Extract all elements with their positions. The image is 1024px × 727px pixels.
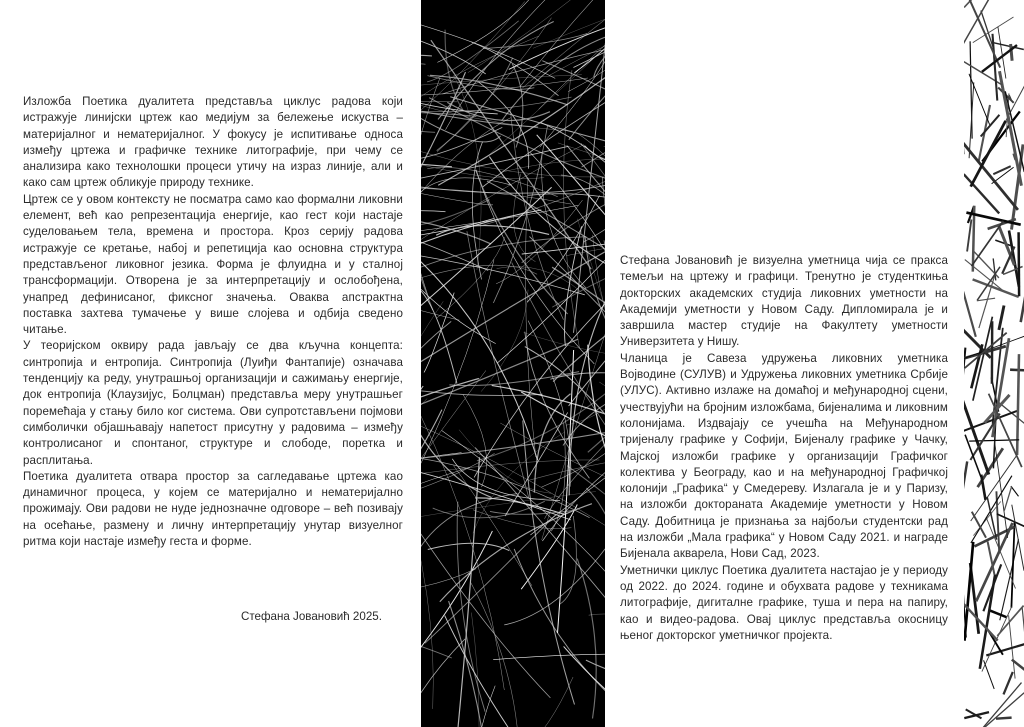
drawn-line <box>563 375 605 445</box>
edge-drawn-line <box>995 240 1010 245</box>
right-paragraph-3: Уметнички циклус Поетика дуалитета настајао је у периоду од 2022. до 2024. године и обухвата радове у техникама литографије, дигиталне графике, туша и пера на папиру, као и видео-радова. Овај циклус представља окосницу њеног докторског уметничког пројекта. <box>620 563 948 642</box>
drawn-line <box>525 178 535 457</box>
edge-drawn-line <box>964 600 998 640</box>
drawn-line <box>511 111 564 320</box>
drawn-line <box>604 145 605 152</box>
drawn-line <box>421 37 486 74</box>
edge-drawn-line <box>1011 522 1014 608</box>
drawn-line <box>584 153 605 242</box>
edge-drawn-line <box>973 279 1019 297</box>
drawn-line <box>523 421 575 705</box>
drawn-line <box>475 448 605 639</box>
drawn-line <box>424 293 454 373</box>
drawn-line <box>421 474 433 709</box>
drawn-line <box>450 97 605 169</box>
edge-drawn-line <box>1019 232 1020 296</box>
signature: Стефана Јовановић 2025. <box>241 610 382 623</box>
drawn-line <box>567 466 605 588</box>
edge-drawn-line <box>999 306 1004 330</box>
edge-drawn-line <box>998 27 1006 79</box>
drawn-line <box>564 646 605 727</box>
drawn-line <box>421 54 432 77</box>
drawn-line <box>428 543 510 550</box>
edge-drawn-line <box>964 348 965 394</box>
left-paragraph-3: У теоријском оквиру рада јављају се два кључна концепта: синтропија и ентропија. Синтропија (Луиђи Фантапије) означава тенденцију ка реду, унутрашњој организацији и сажимању енергије, док ентропија (Клаузијус, Болцман) представља меру унутрашњег поремећаја у стању било ког система. Ови супротстављени појмови симболички објашњавају напетост присутну у радовима – између контролисаног и спонтаног, структуре и слободе, поретка и расплитања. <box>23 339 403 467</box>
left-column-text <box>23 94 403 550</box>
edge-drawn-line <box>965 542 974 641</box>
drawn-line <box>442 431 605 589</box>
edge-drawn-line <box>1004 672 1013 695</box>
drawn-line <box>421 188 571 204</box>
drawn-line <box>449 372 579 386</box>
drawn-line <box>421 237 586 274</box>
drawn-line <box>421 492 596 520</box>
line-drawing-artwork <box>421 0 605 727</box>
edge-drawn-line <box>981 683 1021 727</box>
drawn-line <box>449 601 493 727</box>
edge-drawn-line <box>967 220 971 252</box>
edge-drawn-line <box>964 461 967 500</box>
drawn-line <box>421 494 517 560</box>
drawn-line <box>446 0 577 130</box>
edge-drawn-line <box>993 166 1010 174</box>
drawn-line <box>589 614 605 641</box>
edge-drawn-line <box>1011 486 1019 496</box>
right-column-text <box>620 253 948 644</box>
line-drawing-svg <box>421 0 605 727</box>
edge-drawn-line <box>964 0 993 8</box>
edge-drawn-line <box>1011 44 1013 61</box>
left-paragraph-1: Изложба Поетика дуалитета представља циклус радова који истражује линијски цртеж као медијум за бележење искуства – материјалног и нематеријалног. У фокусу је испитивање односа између цртежа и графичке технике литографије, при чему се анализира како технолошки процеси утичу на израз линије, али и како сам цртеж обликује природу технике. <box>23 95 403 190</box>
drawn-line <box>422 460 600 473</box>
drawn-line <box>485 0 605 158</box>
drawn-line <box>569 279 605 495</box>
drawn-line <box>545 435 606 519</box>
drawn-line <box>421 386 423 551</box>
left-paragraph-2: Цртеж се у овом контексту не посматра само као формални ликовни елемент, већ као репрезентација енергије, као гест који настаје суделовањем тела, времена и простора. Кроз серију радова истражује се кретање, набој и репетиција као основна структура представљеног ликовног језика. Форма је флуидна и у сталној трансформацији. Отворена је за интерпретацију и ослобођена, унапред дефинисаног, фиксног значења. Оваква апстрактна поставка захтева тумачење у више слојева и одбија сведено читање. <box>23 192 403 337</box>
drawn-line <box>493 654 605 660</box>
drawn-line <box>421 118 511 247</box>
drawn-line <box>445 616 596 727</box>
drawn-line <box>421 569 476 595</box>
drawn-line <box>525 332 590 479</box>
right-paragraph-1: Стефана Јовановић је визуелна уметница чија се пракса темељи на цртежу и графици. Тренутно је студенткиња докторских академских студија ликовних уметности на Академији уметности у Новом Саду. Дипломирала је и завршила мастер студије на Факултету уметности Универзитета у Нишу. <box>620 254 948 349</box>
edge-drawn-line <box>1010 370 1024 371</box>
drawn-line <box>437 0 535 62</box>
edge-drawn-line <box>996 718 1012 719</box>
line-drawing-edge-artwork <box>964 0 1024 727</box>
drawn-line <box>504 545 605 625</box>
drawn-line <box>586 660 605 682</box>
drawn-line <box>421 321 451 422</box>
edge-drawing-svg <box>964 0 1024 727</box>
drawn-line <box>577 559 596 719</box>
edge-drawn-line <box>992 42 1024 49</box>
left-paragraph-4: Поетика дуалитета отвара простор за сагледавање цртежа као динамичног процеса, у којем се материјално и нематеријално прожимају. Ови радови не нуде једнозначне одговоре – већ позивају на осећање, размену и личну интерпретацију унутар визуелног ритма који настаје између геста и форме. <box>23 469 403 549</box>
edge-drawn-line <box>964 712 989 718</box>
drawn-line <box>421 531 492 727</box>
edge-drawn-line <box>984 660 995 689</box>
right-paragraph-2: Чланица је Савеза удружења ликовних уметника Војводине (СУЛУВ) и Удружења ликовних уметника Србије (УЛУС). Активно излаже на домаћој и међународној сцени, учествујући на бројним изложбама, бијеналима и ликовним колонијама. Издвајају се учешћа на Међународном тријеналу графике у Софији, Бијеналу графике у Чачку, Мајској изложби графике у организацији Графичког колектива у Београду, као и на међународној Графичкој колонији „Графика“ у Смедереву. Излагала је и у Паризу, на изложби доктораната Академије уметности у Новом Саду. Добитница је признања за најбољи студентски рад на изложби „Мала графика“ у Новом Саду 2021. и награде Бијенала акварела, Нови Сад, 2023. <box>620 351 948 561</box>
edge-drawn-line <box>995 441 1008 538</box>
edge-drawn-line <box>977 298 995 301</box>
drawn-line <box>521 505 577 590</box>
drawn-line <box>558 350 574 633</box>
drawn-line <box>586 488 605 593</box>
edge-drawn-line <box>965 260 1004 292</box>
edge-drawn-line <box>1000 539 1019 620</box>
edge-drawn-line <box>984 693 1024 727</box>
drawn-line <box>525 677 573 727</box>
edge-drawn-line <box>981 115 1000 137</box>
drawn-line <box>537 135 605 292</box>
edge-drawn-line <box>1004 487 1011 511</box>
drawn-line <box>576 133 605 233</box>
drawn-line <box>421 430 605 463</box>
drawn-line <box>421 446 571 520</box>
drawn-line <box>539 0 605 109</box>
drawn-line <box>473 432 565 533</box>
drawn-line <box>514 549 605 716</box>
edge-drawn-line <box>964 292 976 337</box>
drawn-line <box>421 142 605 177</box>
drawn-line <box>431 40 591 269</box>
drawn-line <box>421 58 426 64</box>
drawn-line <box>542 428 606 487</box>
edge-drawn-line <box>989 610 1006 617</box>
drawn-line <box>421 639 465 727</box>
edge-drawn-line <box>972 512 986 538</box>
drawn-line <box>533 0 605 48</box>
drawn-line <box>421 394 492 498</box>
drawn-line <box>421 301 443 535</box>
